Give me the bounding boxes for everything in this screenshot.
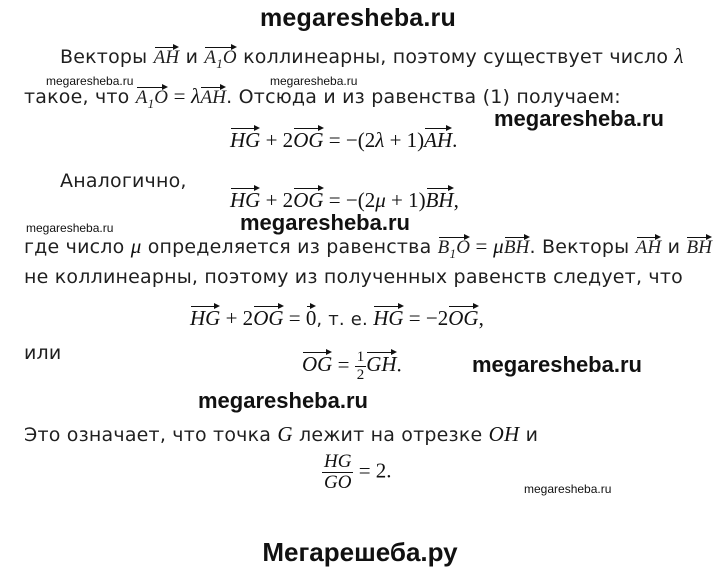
text-span: Аналогично, <box>60 170 187 192</box>
formula-1: HG + 2OG = −(2λ + 1)AH. <box>230 128 458 152</box>
paragraph-line: где число μ определяется из равенства $B_1O = \mu BH$. Векторы AH и BH <box>24 234 713 261</box>
formula-5: $\frac{HG}{GO}$ = 2. <box>324 451 392 493</box>
formula-3: HG + 2OG = 0, т. е. HG = −2OG, <box>190 306 484 330</box>
text-span: определяется из равенства <box>147 236 432 258</box>
paragraph-line <box>60 44 684 72</box>
text-span: Векторы <box>60 46 148 68</box>
text-span: Это означает, что точка <box>24 424 272 446</box>
text-span: коллинеарны, поэтому существует число <box>243 46 669 68</box>
paragraph-line <box>24 342 61 364</box>
text-span: и <box>185 46 199 68</box>
watermark: megaresheba.ru <box>524 482 612 496</box>
text-span: или <box>24 342 62 364</box>
footer-site-name: Мегарешеба.ру <box>262 537 458 567</box>
watermark: megaresheba.ru <box>494 106 664 131</box>
vector-AH: AH <box>200 87 227 108</box>
watermark: megaresheba.ru <box>270 74 358 88</box>
paragraph-line <box>24 266 683 288</box>
text-span: лежит на отрезке <box>298 424 483 446</box>
text-span: такое, что <box>24 86 130 108</box>
header-watermark: megaresheba.ru <box>260 4 456 32</box>
text-span: . Отсюда и из равенства (1) получаем: <box>226 86 621 108</box>
watermark: megaresheba.ru <box>46 74 134 88</box>
paragraph-line: Это означает, что точка G лежит на отрезке OH и <box>24 422 539 446</box>
vector-A1O: $A_1O$ <box>135 87 169 111</box>
formula-2: HG + 2OG = −(2μ + 1)BH, <box>230 188 459 212</box>
watermark: megaresheba.ru <box>472 352 642 377</box>
text-span: и <box>667 236 681 258</box>
text-span: и <box>525 424 539 446</box>
watermark: megaresheba.ru <box>198 388 368 413</box>
watermark: megaresheba.ru <box>240 210 410 235</box>
vector-A1O: $A_1O$ <box>204 47 237 71</box>
text-span: не коллинеарны, поэтому из полученных равенств следует, что <box>24 266 683 288</box>
vector-AH: AH <box>153 47 180 68</box>
text-span: , т. е. <box>316 309 368 330</box>
watermark: megaresheba.ru <box>26 221 114 235</box>
paragraph-line <box>60 170 187 192</box>
text-span: где число <box>24 236 125 258</box>
symbol-lambda: λ <box>674 44 684 68</box>
text-span: . Векторы <box>529 236 630 258</box>
formula-4: OG = $\frac{1}{2}$ GH. <box>302 349 402 383</box>
paragraph-line: такое, что $A_1O = \lambda AH$. Отсюда и из равенства (1) получаем: <box>24 84 621 111</box>
